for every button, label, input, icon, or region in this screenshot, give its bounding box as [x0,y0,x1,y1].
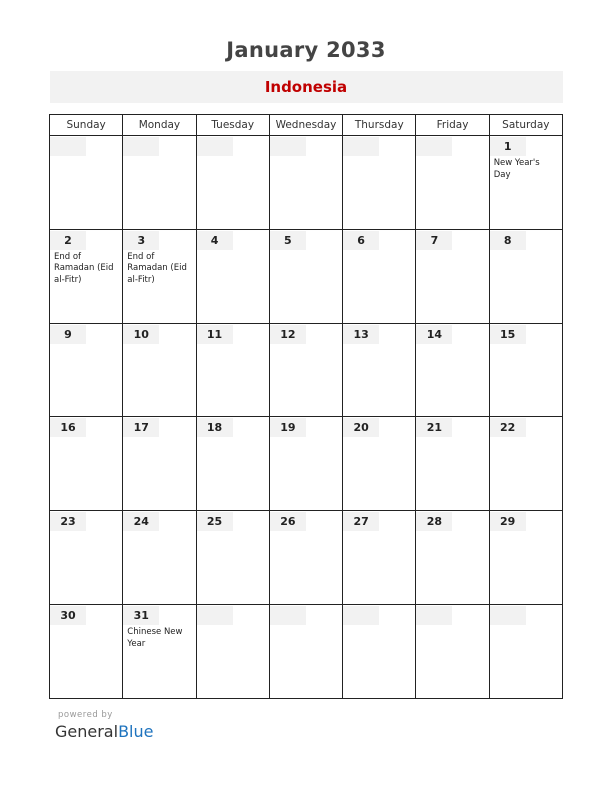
day-cell[interactable] [50,136,123,230]
week-row [50,136,563,230]
day-cell[interactable] [489,511,562,605]
weekday-header: Thursday [343,115,416,136]
holiday-label: Chinese New Year [127,627,183,649]
weekday-header: Tuesday [196,115,269,136]
holiday-label: New Year's Day [493,158,540,180]
day-cell[interactable] [416,511,489,605]
day-cell[interactable] [196,323,269,417]
week-row [50,323,563,417]
day-cell[interactable] [269,323,342,417]
day-cell[interactable] [123,417,196,511]
day-cell[interactable] [196,511,269,605]
weekday-header: Sunday [50,115,123,136]
day-number: 23 [50,512,86,531]
brand-general: General [55,722,119,741]
day-cell[interactable] [196,229,269,323]
day-number: 6 [343,231,379,250]
day-cell[interactable] [50,417,123,511]
day-cell[interactable] [123,323,196,417]
country-name: Indonesia [264,78,348,96]
day-number: 1 [490,137,526,156]
day-cell[interactable] [343,605,416,699]
day-cell[interactable] [269,136,342,230]
day-number: 5 [270,231,306,250]
day-number [123,137,159,156]
day-cell[interactable] [343,229,416,323]
day-number: 7 [416,231,452,250]
day-number: 25 [197,512,233,531]
day-cell[interactable] [123,229,196,323]
day-number: 13 [343,325,379,344]
day-number: 11 [197,325,233,344]
holiday-label: End of Ramadan (Eid al-Fitr) [127,251,187,285]
day-number: 16 [50,418,86,437]
day-cell[interactable] [343,323,416,417]
day-number: 10 [123,325,159,344]
day-number: 3 [123,231,159,250]
day-number [416,137,452,156]
brand-blue: Blue [118,722,154,741]
day-cell[interactable] [50,229,123,323]
day-number: 18 [197,418,233,437]
day-cell[interactable] [416,229,489,323]
week-row [50,605,563,699]
day-cell[interactable] [343,511,416,605]
day-number: 14 [416,325,452,344]
day-cell[interactable] [123,605,196,699]
day-cell[interactable] [343,136,416,230]
day-number: 2 [50,231,86,250]
day-number: 17 [123,418,159,437]
day-number [416,606,452,625]
day-number: 9 [50,325,86,344]
day-cell[interactable] [196,136,269,230]
day-number: 19 [270,418,306,437]
day-cell[interactable] [123,511,196,605]
calendar-body [50,136,563,699]
week-row [50,417,563,511]
brand-logo[interactable] [55,722,153,741]
day-cell[interactable] [269,229,342,323]
day-number: 15 [490,325,526,344]
day-number: 20 [343,418,379,437]
day-number [343,137,379,156]
calendar-grid [49,114,563,699]
day-cell[interactable] [489,417,562,511]
day-number [50,137,86,156]
day-number: 26 [270,512,306,531]
weekday-header: Wednesday [269,115,342,136]
day-cell[interactable] [489,136,562,230]
weekday-header: Saturday [489,115,562,136]
powered-by-text: powered by [58,710,113,720]
day-number [343,606,379,625]
day-cell[interactable] [196,417,269,511]
day-cell[interactable] [416,323,489,417]
day-cell[interactable] [50,511,123,605]
day-cell[interactable] [416,417,489,511]
day-cell[interactable] [489,605,562,699]
day-number [490,606,526,625]
day-cell[interactable] [50,605,123,699]
day-number: 29 [490,512,526,531]
day-cell[interactable] [269,511,342,605]
day-cell[interactable] [416,136,489,230]
day-cell[interactable] [269,605,342,699]
day-cell[interactable] [489,323,562,417]
day-number: 28 [416,512,452,531]
day-cell[interactable] [50,323,123,417]
day-number: 21 [416,418,452,437]
holiday-label: End of Ramadan (Eid al-Fitr) [54,251,114,285]
day-number: 8 [490,231,526,250]
day-number: 12 [270,325,306,344]
weekday-header: Monday [123,115,196,136]
week-row [50,229,563,323]
day-number: 4 [197,231,233,250]
day-cell[interactable] [343,417,416,511]
day-cell[interactable] [269,417,342,511]
week-row [50,511,563,605]
day-number: 22 [490,418,526,437]
weekday-header: Friday [416,115,489,136]
weekday-header-row [50,115,563,136]
day-number [197,137,233,156]
day-cell[interactable] [416,605,489,699]
day-number: 24 [123,512,159,531]
day-cell[interactable] [489,229,562,323]
day-number [197,606,233,625]
day-number: 27 [343,512,379,531]
day-cell[interactable] [123,136,196,230]
day-number [270,606,306,625]
calendar-title: January 2033 [226,38,386,62]
day-number: 31 [123,606,159,625]
day-number [270,137,306,156]
day-number: 30 [50,606,86,625]
day-cell[interactable] [196,605,269,699]
